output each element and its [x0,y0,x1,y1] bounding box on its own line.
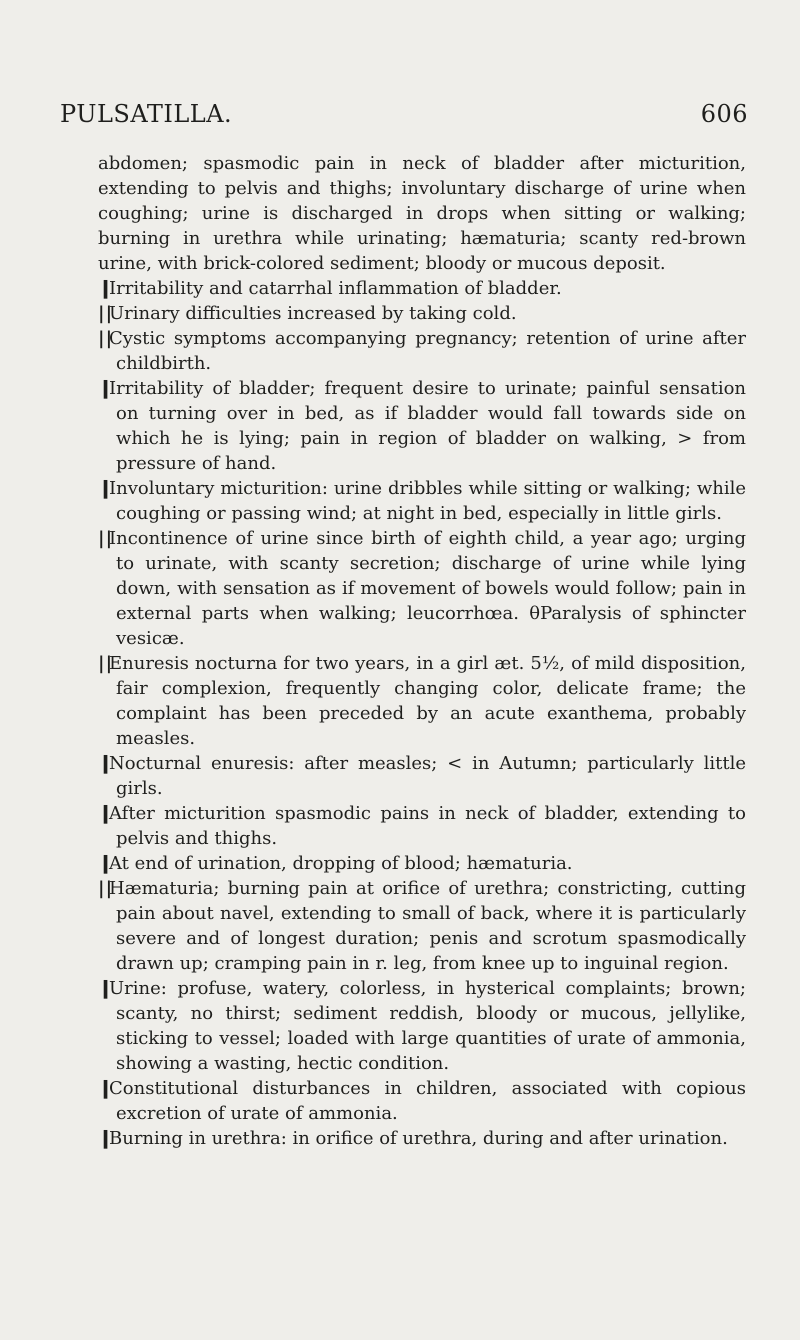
paragraph-text: Urinary difficulties increased by taking cold. [109,303,517,324]
paragraph-text: Hæmaturia; burning pain at orifice of urethra; constricting, cutting pain about navel, extending to small of back, where it is particularly severe and of longest duration; penis and scrotum spasmodically drawn up; cramping pain in r. leg, from knee up to inguinal region. [109,878,746,974]
paragraph [98,851,746,876]
paragraph [98,1076,746,1126]
double-bar-marker-icon [98,651,109,676]
double-bar-marker-icon [98,526,109,551]
paragraph-text: abdomen; spasmodic pain in neck of bladder after micturition, extending to pelvis and thighs; involuntary discharge of urine when coughing; urine is discharged in drops when sitting or walking; burning in urethra while urinating; hæmaturia; scanty red-brown urine, with brick-colored sediment; bloody or mucous deposit. [98,153,746,274]
paragraph-text: Enuresis nocturna for two years, in a girl æt. 5½, of mild disposition, fair complexion, frequently changing color, delicate frame; the complaint has been preceded by an acute exanthema, probably measles. [109,653,746,749]
single-bar-marker-icon [98,751,109,776]
paragraph-text: Urine: profuse, watery, colorless, in hysterical complaints; brown; scanty, no thirst; sediment reddish, bloody or mucous, jellylike, sticking to vessel; loaded with large quantities of urate of ammonia, showing a wasting, hectic condition. [109,978,746,1074]
paragraph-text: Burning in urethra: in orifice of urethra, during and after urination. [109,1128,728,1149]
single-bar-marker-icon [98,476,109,501]
running-head [58,97,748,131]
single-bar-marker-icon [98,1126,109,1151]
paragraph [98,526,746,651]
paragraph [98,276,746,301]
single-bar-marker-icon [98,976,109,1001]
paragraph-text: Nocturnal enuresis: after measles; < in Autumn; particularly little girls. [109,753,746,799]
paragraph [98,301,746,326]
double-bar-marker-icon [98,876,109,901]
single-bar-marker-icon [98,851,109,876]
double-bar-marker-icon [98,301,109,326]
paragraph [98,976,746,1076]
paragraph-text: Involuntary micturition: urine dribbles while sitting or walking; while coughing or passing wind; at night in bed, especially in little girls. [109,478,746,524]
running-title: PULSATILLA. [60,100,233,128]
single-bar-marker-icon [98,276,109,301]
paragraph [98,751,746,801]
double-bar-marker-icon [98,326,109,351]
paragraph [98,876,746,976]
paragraph-text: After micturition spasmodic pains in neck of bladder, extending to pelvis and thighs. [109,803,746,849]
single-bar-marker-icon [98,1076,109,1101]
paragraph-text: Incontinence of urine since birth of eighth child, a year ago; urging to urinate, with scanty secretion; discharge of urine while lying down, with sensation as if movement of bowels would follow; pain in external parts when walking; leucorrhœa. θParalysis of sphincter vesicæ. [109,528,746,649]
paragraph [98,326,746,376]
paragraph-text: At end of urination, dropping of blood; hæmaturia. [109,853,573,874]
paragraph-text: Irritability and catarrhal inflammation of bladder. [109,278,562,299]
paragraph-text: Constitutional disturbances in children, associated with copious excretion of urate of ammonia. [109,1078,746,1124]
symptom-text [98,151,746,1151]
paragraph [98,376,746,476]
paragraph [98,801,746,851]
single-bar-marker-icon [98,801,109,826]
page-number: 606 [700,100,748,128]
paragraph [98,1126,746,1151]
paragraph-text: Irritability of bladder; frequent desire to urinate; painful sensation on turning over in bed, as if bladder would fall towards side on which he is lying; pain in region of bladder on walking, > from pressure of hand. [109,378,746,474]
paragraph [98,651,746,751]
paragraph [98,151,746,276]
single-bar-marker-icon [98,376,109,401]
paragraph-text: Cystic symptoms accompanying pregnancy; retention of urine after childbirth. [109,328,746,374]
paragraph [98,476,746,526]
